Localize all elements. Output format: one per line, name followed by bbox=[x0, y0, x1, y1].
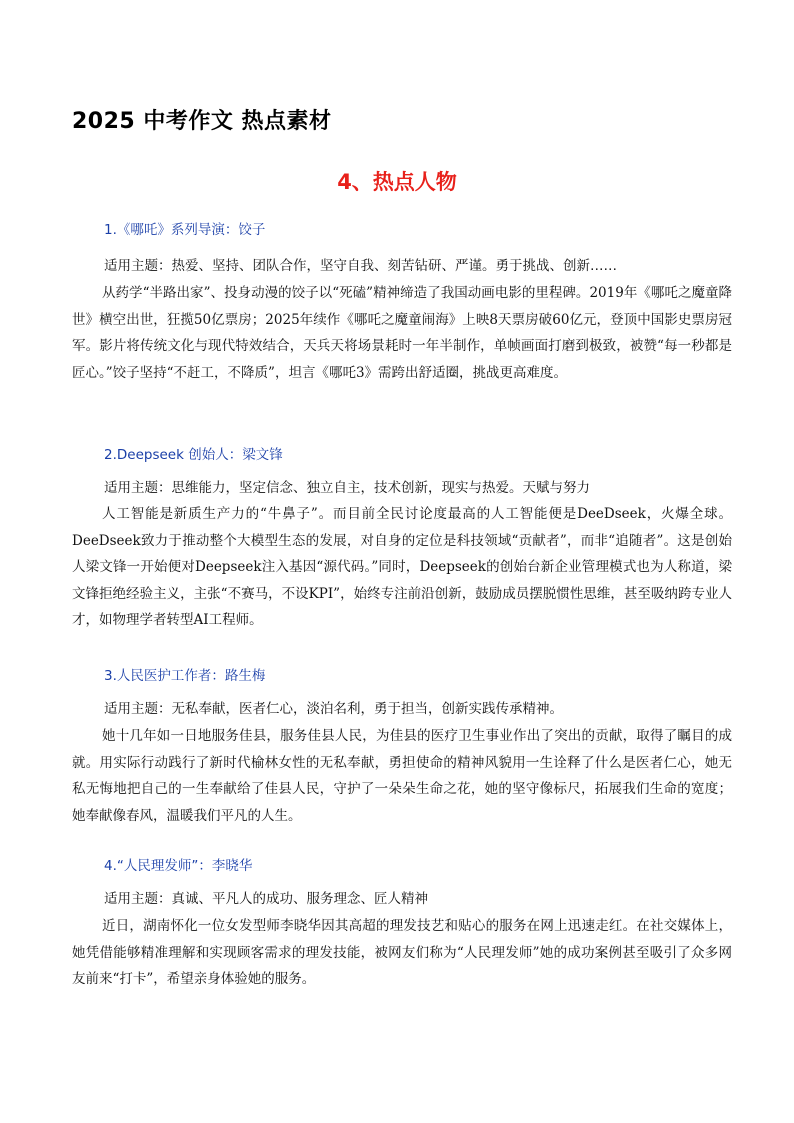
entry-body-3: 她十几年如一日地服务佳县，服务佳县人民，为佳县的医疗卫生事业作出了突出的贡献，取得了瞩目的成就。用实际行动践行了新时代榆林女性的无私奉献，勇担使命的精神风貌用一生诠释了什么是医者仁心，她无私无悔地把自己的一生奉献给了佳县人民，守护了一朵朵生命之花，她的坚守像标尺，拓展我们生命的宽度；她奉献像春风，温暖我们平凡的人生。 bbox=[72, 728, 732, 824]
entry-theme-3: 适用主题：无私奉献，医者仁心，淡泊名利，勇于担当，创新实践传承精神。 bbox=[104, 701, 563, 717]
entry-heading-1: 1.《哪吒》系列导演：饺子 bbox=[104, 222, 266, 238]
entry-body-4: 近日，湖南怀化一位女发型师李晓华因其高超的理发技艺和贴心的服务在网上迅速走红。在社交媒体上，她凭借能够精准理解和实现顾客需求的理发技能，被网友们称为“人民理发师”她的成功案例甚至吸引了众多网友前来“打卡”，希望亲身体验她的服务。 bbox=[72, 918, 732, 987]
entry-theme-2: 适用主题：思维能力，坚定信念、独立自主，技术创新，现实与热爱。天赋与努力 bbox=[104, 480, 590, 496]
entry-heading-3: 3.人民医护工作者：路生梅 bbox=[104, 668, 266, 684]
entry-theme-1: 适用主题：热爱、坚持、团队合作，坚守自我、刻苦钻研、严谨。勇于挑战、创新…… bbox=[104, 258, 617, 274]
entry-theme-4: 适用主题：真诚、平凡人的成功、服务理念、匠人精神 bbox=[104, 891, 428, 907]
section-title: 4、热点人物 bbox=[337, 170, 457, 194]
document-title: 2025 中考作文 热点素材 bbox=[72, 109, 332, 134]
entry-heading-4: 4.“人民理发师”：李晓华 bbox=[104, 858, 253, 874]
entry-body-2: 人工智能是新质生产力的“牛鼻子”。而目前全民讨论度最高的人工智能便是DeeDseek，火爆全球。DeeDseek致力于推动整个大模型生态的发展，对自身的定位是科技领域“贡献者”，而非“追随者”。这是创始人梁文锋一开始便对Deepseek注入基因“源代码。”同时，Deepseek的创始台新企业管理模式也为人称道，梁文锋拒绝经验主义，主张“不赛马，不设KPI”，始终专注前沿创新，鼓励成员摆脱惯性思维，甚至吸纳跨专业人才，如物理学者转型AI工程师。 bbox=[72, 506, 732, 628]
entry-body-1: 从药学“半路出家”、投身动漫的饺子以“死磕”精神缔造了我国动画电影的里程碑。2019年《哪吒之魔童降世》横空出世，狂揽50亿票房；2025年续作《哪吒之魔童闹海》上映8天票房破60亿元，登顶中国影史票房冠军。影片将传统文化与现代特效结合，天兵天将场景耗时一年半制作，单帧画面打磨到极致，被赞“每一秒都是匠心。”饺子坚持“不赶工，不降质”，坦言《哪吒3》需跨出舒适圈，挑战更高难度。 bbox=[72, 285, 732, 381]
entry-heading-2: 2.Deepseek 创始人：梁文锋 bbox=[104, 447, 283, 463]
